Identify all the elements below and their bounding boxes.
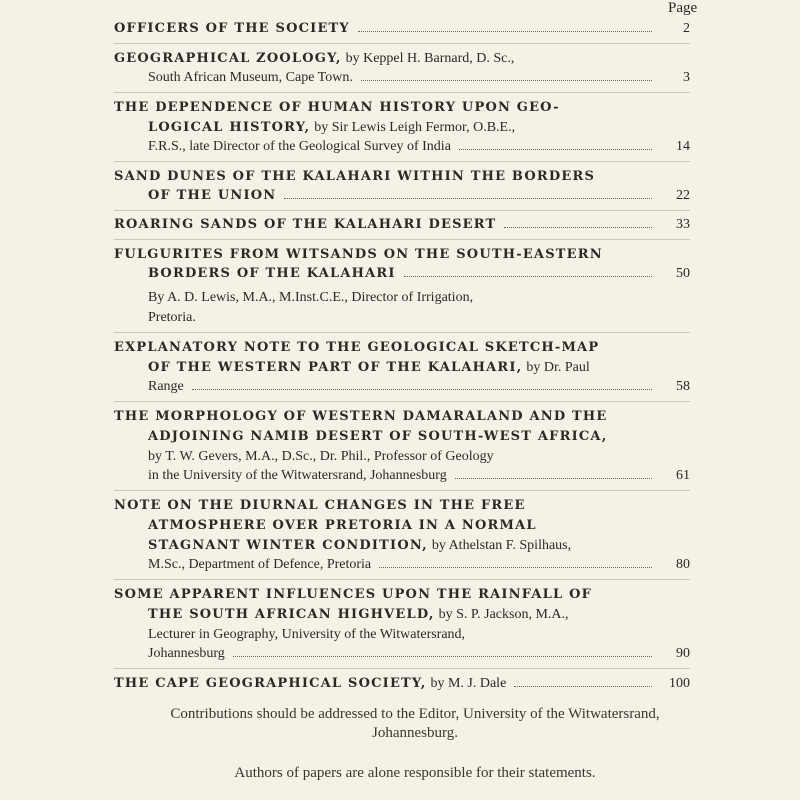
dot-leader [455, 478, 652, 479]
page-number: 80 [676, 557, 690, 572]
entry-affiliation: Lecturer in Geography, University of the Witwatersrand, [148, 627, 466, 642]
entry-affiliation: F.R.S., late Director of the Geological Survey of India [148, 139, 451, 154]
toc-entry [114, 668, 690, 698]
entry-author: by Athelstan F. Spilhaus, [431, 538, 572, 553]
entry-title: EXPLANATORY NOTE TO THE GEOLOGICAL SKETCH-MAP [114, 340, 600, 355]
dot-leader [379, 567, 652, 568]
dot-leader [284, 198, 652, 199]
page-number: 100 [669, 676, 690, 691]
entry-affiliation: Johannesburg [148, 646, 225, 661]
entry-author: by Dr. Paul [526, 360, 590, 375]
dot-leader [361, 80, 652, 81]
page-number: 14 [676, 139, 690, 154]
entry-affiliation: Pretoria. [148, 310, 196, 325]
dot-leader [233, 656, 652, 657]
entry-author: by S. P. Jackson, M.A., [438, 607, 569, 622]
page-number: 58 [676, 379, 690, 394]
dot-leader [514, 686, 652, 687]
entry-affiliation: in the University of the Witwatersrand, Johannesburg [148, 468, 447, 483]
entry-affiliation: South African Museum, Cape Town. [148, 70, 353, 85]
dot-leader [504, 227, 652, 228]
entry-title: OF THE WESTERN PART OF THE KALAHARI, [148, 360, 523, 375]
entry-title: SOME APPARENT INFLUENCES UPON THE RAINFALL OF [114, 587, 593, 602]
page-number: 33 [676, 217, 690, 232]
contributions-note: Contributions should be addressed to the Editor, University of the Witwatersrand, Johannesburg. [170, 706, 660, 741]
toc-entry [114, 490, 690, 579]
page-number: 2 [683, 21, 690, 36]
toc-entry [114, 15, 690, 43]
dot-leader [192, 389, 652, 390]
toc-entry [114, 92, 690, 161]
dot-leader [358, 31, 652, 32]
table-of-contents [114, 15, 690, 698]
entry-title: THE MORPHOLOGY OF WESTERN DAMARALAND AND THE [114, 409, 608, 424]
toc-entry [114, 332, 690, 401]
dot-leader [459, 149, 652, 150]
entry-author: Range [148, 379, 184, 394]
entry-title: STAGNANT WINTER CONDITION, [148, 538, 428, 553]
toc-entry [114, 210, 690, 239]
page-number: 90 [676, 646, 690, 661]
disclaimer-note: Authors of papers are alone responsible for their statements. [234, 765, 596, 781]
page-column-header: Page [668, 0, 698, 16]
entry-affiliation: M.Sc., Department of Defence, Pretoria [148, 557, 372, 572]
page-number: 61 [676, 468, 690, 483]
page-number: 22 [676, 188, 690, 203]
page-number: 3 [683, 70, 690, 85]
toc-entry [114, 43, 690, 92]
entry-title: ADJOINING NAMIB DESERT OF SOUTH-WEST AFRICA, [148, 429, 608, 444]
entry-author: by T. W. Gevers, M.A., D.Sc., Dr. Phil., Professor of Geology [148, 449, 494, 464]
entry-title: OF THE UNION [148, 188, 277, 203]
dot-leader [404, 276, 652, 277]
entry-title: THE CAPE GEOGRAPHICAL SOCIETY, [114, 676, 427, 691]
entry-author: by M. J. Dale [430, 676, 507, 691]
entry-title: THE DEPENDENCE OF HUMAN HISTORY UPON GEO- [114, 100, 560, 115]
toc-entry [114, 579, 690, 668]
entry-title: FULGURITES FROM WITSANDS ON THE SOUTH-EASTERN [114, 247, 603, 262]
entry-title: ROARING SANDS OF THE KALAHARI DESERT [114, 217, 497, 232]
entry-title: OFFICERS OF THE SOCIETY [114, 21, 350, 36]
entry-author: By A. D. Lewis, M.A., M.Inst.C.E., Director of Irrigation, [148, 290, 474, 305]
entry-title: LOGICAL HISTORY, [148, 120, 311, 135]
entry-title: ATMOSPHERE OVER PRETORIA IN A NORMAL [148, 518, 537, 533]
entry-title: GEOGRAPHICAL ZOOLOGY, [114, 51, 342, 66]
toc-entry [114, 239, 690, 332]
toc-entry [114, 161, 690, 210]
entry-title: BORDERS OF THE KALAHARI [148, 266, 396, 281]
toc-entry [114, 401, 690, 490]
entry-title: NOTE ON THE DIURNAL CHANGES IN THE FREE [114, 498, 526, 513]
entry-author: by Keppel H. Barnard, D. Sc., [345, 51, 515, 66]
entry-author: by Sir Lewis Leigh Fermor, O.B.E., [314, 120, 516, 135]
page-number: 50 [676, 266, 690, 281]
entry-title: THE SOUTH AFRICAN HIGHVELD, [148, 607, 435, 622]
entry-title: SAND DUNES OF THE KALAHARI WITHIN THE BORDERS [114, 169, 596, 184]
